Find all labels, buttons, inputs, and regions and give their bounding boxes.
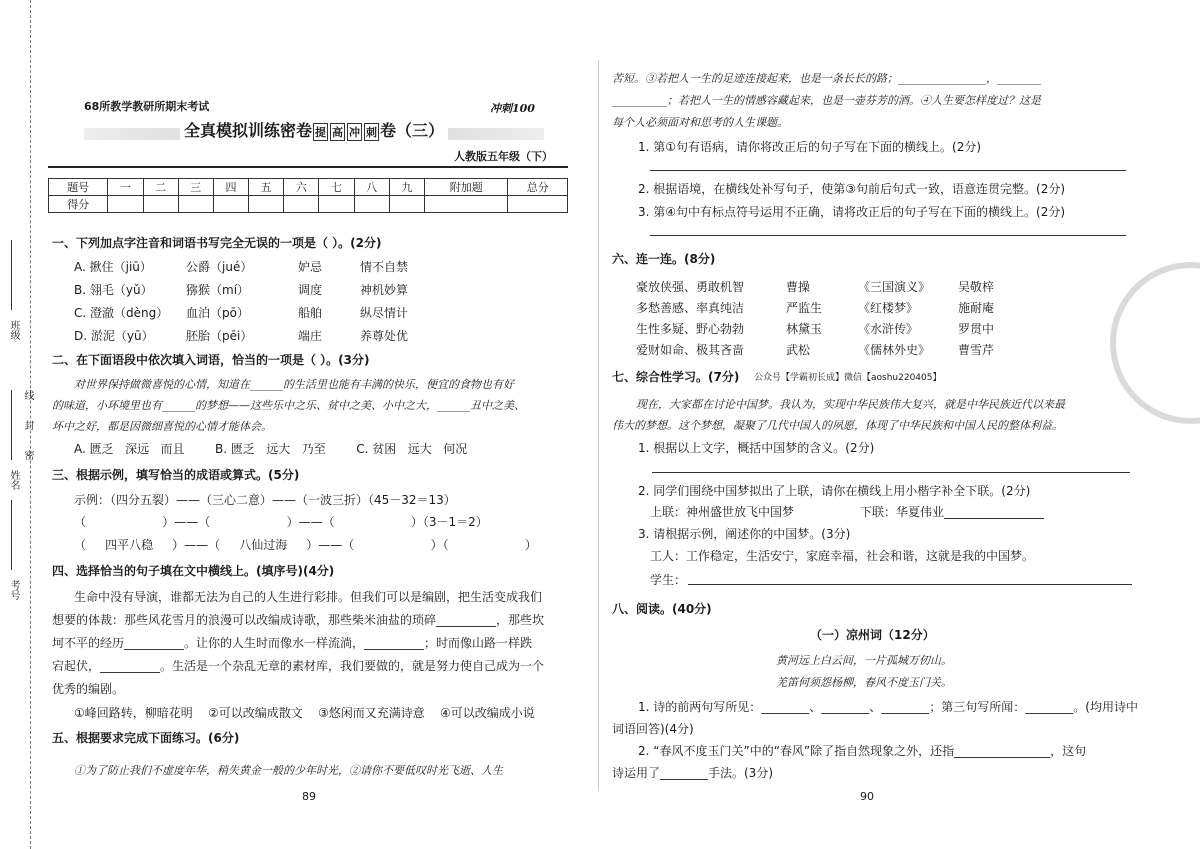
score-col: 五 <box>249 179 284 196</box>
number-label: 考号 <box>8 580 19 600</box>
q1-row-a-c4: 情不自禁 <box>360 260 409 274</box>
score-col: 八 <box>354 179 389 196</box>
score-col: 附加题 <box>424 179 508 196</box>
q7-note: 公众号【学霸初长成】微信【aoshu220405】 <box>754 373 942 383</box>
q1-row-c-c2: 血泊（pō） <box>186 306 249 320</box>
q2-paragraph-1: 对世界保持做微喜悦的心情，知道在______的生活里也能有丰满的快乐，便宜的食物也有好 <box>74 378 514 391</box>
q2-paragraph-2: 的味道，小环境里也有______的梦想——这些乐中之乐、贫中之美、小中之大，______丑中之美、 <box>52 399 525 412</box>
q6-novel-4[interactable]: 《儒林外史》 <box>858 343 931 357</box>
q5-sub-3: 3. 第④句中有标点符号运用不正确，请将改正后的句子写在下面的横线上。(2分) <box>638 205 1066 219</box>
paper-title <box>180 118 448 141</box>
q5-sub-2: 2. 根据语境，在横线处补写句子，使第③句前后句式一致，语意连贯完整。(2分) <box>638 182 1066 196</box>
q6-author-2[interactable]: 施耐庵 <box>958 301 995 315</box>
score-col: 一 <box>108 179 143 196</box>
q6-author-1[interactable]: 吴敬梓 <box>958 280 995 294</box>
q1-row-b-c1: B. 翎毛（yǔ） <box>74 283 153 297</box>
score-cell[interactable] <box>178 196 213 213</box>
score-cell[interactable] <box>143 196 178 213</box>
q1-row-c-c1: C. 澄澈（dèng） <box>74 306 169 320</box>
q1-row-d-c4: 养尊处优 <box>360 329 409 343</box>
q4-paragraph-4: 宕起伏，__________。生活是一个杂乱无章的素材库，我们要做的，就是努力使自己成为一个 <box>52 659 545 673</box>
q5-sub-1: 1. 第①句有语病，请你将改正后的句子写在下面的横线上。(2分) <box>638 140 982 154</box>
q6-author-4[interactable]: 曹雪芹 <box>958 343 995 357</box>
q3-row-2: （ 四平八稳 ）——（ 八仙过海 ）——（ ）（ ） <box>74 538 537 552</box>
q6-title: 六、连一连。(8分) <box>612 252 716 266</box>
score-row-numbers <box>49 179 568 196</box>
q4-title: 四、选择恰当的句子填在文中横线上。(填序号)(4分) <box>52 564 335 578</box>
poem-line-2: 羌笛何须怨杨柳，春风不度玉门关。 <box>776 676 952 689</box>
class-blank <box>11 240 12 310</box>
q6-novel-3[interactable]: 《水浒传》 <box>858 322 919 336</box>
score-cell[interactable] <box>424 196 508 213</box>
q6-novel-1[interactable]: 《三国演义》 <box>858 280 931 294</box>
score-row-label: 得分 <box>49 196 108 213</box>
poem-line-1: 黄河远上白云间，一片孤城万仞山。 <box>776 654 952 667</box>
q2-paragraph-3: 坏中之好，都是因微细喜悦的心情才能体会。 <box>52 420 272 433</box>
title-badge-2: 高 <box>330 123 345 141</box>
score-col: 六 <box>284 179 319 196</box>
q6-trait-3[interactable]: 生性多疑、野心勃勃 <box>636 322 745 336</box>
q1-row-c-c3: 船舶 <box>298 306 323 320</box>
score-col: 二 <box>143 179 178 196</box>
title-badge-3: 冲 <box>347 123 362 141</box>
q4-paragraph-3: 坷不平的经历__________。让你的人生时而像水一样流淌，__________；时而像山路一样跌 <box>52 636 533 650</box>
q1-row-c-c4: 纵尽情计 <box>360 306 409 320</box>
q4-paragraph-5: 优秀的编剧。 <box>52 682 125 696</box>
title-badge-1: 提 <box>313 123 328 141</box>
poem-title: （一）凉州词（12分） <box>810 628 935 642</box>
q5-3-answer-line[interactable] <box>650 235 1126 236</box>
q6-trait-4[interactable]: 爱财如命、极其吝啬 <box>636 343 745 357</box>
r-paragraph-1: 苦短。③若把人一生的足迹连接起来，也是一条长长的路；________________，________ <box>612 72 1041 85</box>
score-cell[interactable] <box>108 196 143 213</box>
q7-couplet-upper: 上联：神州盛世放飞中国梦 <box>650 505 795 519</box>
q1-row-b-c3: 调度 <box>298 283 323 297</box>
q7-title: 七、综合性学习。(7分) <box>612 370 740 384</box>
score-col: 四 <box>213 179 248 196</box>
score-cell[interactable] <box>213 196 248 213</box>
q3-title: 三、根据示例，填写恰当的成语或算式。(5分) <box>52 468 300 482</box>
score-col: 三 <box>178 179 213 196</box>
paper-title-main: 全真模拟训练密卷 <box>184 121 313 140</box>
name-label: 姓名 <box>8 470 19 490</box>
score-cell[interactable] <box>354 196 389 213</box>
q8-sub-1-cont: 词语回答)(4分) <box>612 722 694 736</box>
score-row-points <box>49 196 568 213</box>
q1-row-b-c4: 神机妙算 <box>360 283 409 297</box>
q6-author-3[interactable]: 罗贯中 <box>958 322 995 336</box>
seal-char-1: 线 <box>22 390 33 400</box>
school-line: 68所教学教研所期末考试 <box>84 100 210 113</box>
q7-couplet-blank[interactable] <box>944 518 1044 519</box>
watermark-stamp <box>1110 262 1200 424</box>
q8-sub-2-cont: 诗运用了________手法。(3分) <box>612 766 773 780</box>
q1-row-d-c3: 端庄 <box>298 329 323 343</box>
q7-paragraph-1: 现在，大家都在讨论中国梦。我认为，实现中华民族伟大复兴，就是中华民族近代以来最 <box>636 398 1065 411</box>
q4-paragraph-1: 生命中没有导演，谁都无法为自己的人生进行彩排。但我们可以是编剧，把生活变成我们 <box>74 590 543 604</box>
q2-title: 二、在下面语段中依次填入词语，恰当的一项是（ ）。(3分) <box>52 353 370 367</box>
score-cell[interactable] <box>508 196 568 213</box>
score-head: 题号 <box>49 179 108 196</box>
q1-row-d-c2: 胚胎（pēi） <box>186 329 253 343</box>
q4-paragraph-2: 想要的体裁：那些风花雪月的浪漫可以改编成诗歌，那些柴米油盐的琐碎__________，那些坎 <box>52 613 545 627</box>
q8-sub-2: 2. “春风不度玉门关”中的“春风”除了指自然现象之外，还指________________，这句 <box>638 744 1087 758</box>
page-number-right: 90 <box>860 790 874 803</box>
q5-1-answer-line[interactable] <box>650 170 1126 171</box>
score-table <box>48 178 568 213</box>
q7-example: 工人：工作稳定，生活安宁，家庭幸福，社会和谐，这就是我的中国梦。 <box>650 549 1035 563</box>
q8-title: 八、阅读。(40分) <box>612 602 712 616</box>
q3-example: 示例：（四分五裂）——（三心二意）——（一波三折）（45－32＝13） <box>74 493 456 507</box>
score-col: 九 <box>389 179 424 196</box>
q1-row-a-c3: 妒忌 <box>298 260 323 274</box>
name-blank <box>11 390 12 460</box>
score-col: 总分 <box>508 179 568 196</box>
seal-char-2: 封 <box>22 420 33 430</box>
edition-label: 人教版五年级（下） <box>454 150 553 163</box>
r-paragraph-2: __________；若把人一生的情感容藏起来，也是一壶芬芳的酒。④人生要怎样度过？这是 <box>612 94 1041 107</box>
score-cell[interactable] <box>389 196 424 213</box>
q7-sub-1: 1. 根据以上文字，概括中国梦的含义。(2分) <box>638 441 875 455</box>
q7-sub-2: 2. 同学们围绕中国梦拟出了上联，请你在横线上用小楷字补全下联。(2分) <box>638 484 1031 498</box>
r-paragraph-3: 每个人必须面对和思考的人生课题。 <box>612 116 788 129</box>
header-rule <box>48 166 568 168</box>
q5-title: 五、根据要求完成下面练习。(6分) <box>52 731 240 745</box>
q1-row-d-c1: D. 淤泥（yū） <box>74 329 154 343</box>
q7-student-label: 学生： <box>650 573 687 587</box>
q7-paragraph-2: 伟大的梦想。这个梦想，凝聚了几代中国人的夙愿，体现了中华民族和中国人民的整体利益。 <box>612 419 1063 432</box>
score-cell[interactable] <box>319 196 354 213</box>
q3-row-1: （ ）——（ ）——（ ）（3－1＝2） <box>74 515 488 529</box>
q1-row-a-c1: A. 揪住（jiū） <box>74 260 152 274</box>
class-label: 班级 <box>8 320 19 340</box>
q6-trait-1[interactable]: 豪放侠强、勇敢机智 <box>636 280 745 294</box>
q6-character-1[interactable]: 曹操 <box>786 280 811 294</box>
title-badge-4: 刺 <box>364 123 379 141</box>
q8-sub-1: 1. 诗的前两句写所见：________、________、________；第三句写所闻：________。(均用诗中 <box>638 700 1138 714</box>
q6-character-2[interactable]: 严监生 <box>786 301 823 315</box>
q7-sub-3: 3. 请根据示例，阐述你的中国梦。(3分) <box>638 527 851 541</box>
page-divider <box>598 60 599 790</box>
score-col: 七 <box>319 179 354 196</box>
q7-1-answer-line[interactable] <box>652 472 1130 473</box>
q1-row-a-c2: 公爵（jué） <box>186 260 253 274</box>
q1-title: 一、下列加点字注音和词语书写完全无误的一项是（ ）。(2分) <box>52 236 382 250</box>
q2-options: A. 匮乏 深远 而且 B. 匮乏 远大 乃至 C. 贫困 远大 何况 <box>74 442 468 456</box>
brand-mark: 冲刺100 <box>490 102 535 115</box>
q6-character-4[interactable]: 武松 <box>786 343 811 357</box>
q4-choices: ①峰回路转，柳暗花明 ②可以改编成散文 ③悠闲而又充满诗意 ④可以改编成小说 <box>74 706 535 720</box>
q6-character-3[interactable]: 林黛玉 <box>786 322 823 336</box>
score-cell[interactable] <box>249 196 284 213</box>
q7-student-answer-line[interactable] <box>688 584 1132 585</box>
page-number-left: 89 <box>302 790 316 803</box>
q1-row-b-c2: 猕猴（mí） <box>186 283 250 297</box>
q5-paragraph-1: ①为了防止我们不虚度年华，稍失黄金一般的少年时光，②请你不要低叹时光飞逝、人生 <box>74 764 503 777</box>
q6-trait-2[interactable]: 多愁善感、率真纯洁 <box>636 301 745 315</box>
seal-char-3: 密 <box>22 450 33 460</box>
score-cell[interactable] <box>284 196 319 213</box>
q6-novel-2[interactable]: 《红楼梦》 <box>858 301 919 315</box>
number-blank <box>11 500 12 570</box>
q7-couplet-lower: 下联：华夏伟业 <box>860 505 945 519</box>
paper-title-suffix: 卷（三） <box>380 121 445 140</box>
